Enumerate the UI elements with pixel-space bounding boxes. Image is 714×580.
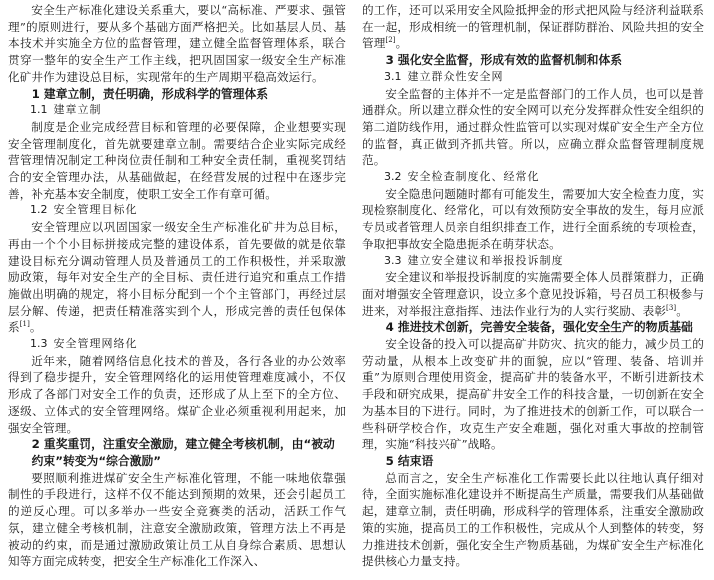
citation-ref: [3] xyxy=(666,303,677,312)
section-5-text: 总而言之，安全生产标准化工作需要长此以往地认真仔细对待，全面实施标准化建设并不断提高生产质量，需要我们从基础做起，建章立制，责任明确，形成科学的管理体系，注重安全激励政策的实施，提高员工的工作积极性，完成从个人到整体的转变，努力推进技术创新，强化安全生产物质基础，为煤矿安全生产标准化提供核心力量支持。 xyxy=(362,470,704,569)
paragraph-end: 。 xyxy=(395,36,408,51)
section-3-heading: 3 强化安全监督，形成有效的监督机制和体系 xyxy=(385,53,623,68)
subsection-number: 1.1 xyxy=(30,103,48,117)
subsection-title: 安全管理目标化 xyxy=(53,203,138,217)
subsection-title: 安全检查制度化、经常化 xyxy=(407,170,540,184)
right-column xyxy=(362,2,704,570)
paragraph-end: 。 xyxy=(29,320,42,335)
subsection-1-2-text xyxy=(8,219,346,336)
section-4-heading: 4 推进技术创新，完善安全装备，强化安全生产的物质基础 xyxy=(385,320,693,335)
section-2-text: 要照顺利推进煤矿安全生产标准化管理，不能一味地依靠强制性的手段进行，这样不仅不能达到预期的效果，还会引起员工的逆反心理。可以多举办一些安全竞赛类的活动，活跃工作气氛，建立健全考核机制，注意安全激励政策，管理方法上不再是被动的约束，而是通过激励政策让员工从自身综合素质、思想认知等方面完成转变，把安全生产标准化工作深入、 xyxy=(8,470,346,569)
subsection-title: 建章立制 xyxy=(53,103,102,117)
subsection-number: 1.3 xyxy=(30,337,48,351)
left-column xyxy=(8,2,346,570)
continued-paragraph xyxy=(362,2,704,52)
section-1-heading: 1 建章立制，责任明确，形成科学的管理体系 xyxy=(31,86,269,101)
subsection-1-3-text: 近年来，随着网络信息化技术的普及，各行各业的办公效率得到了稳步提升，安全管理网络化的运用使管理难度减小，不仅形成了各部门对安全工作的负责，还形成了从上至下的全方位、逐级、立体式的安全管理网络。煤矿企业必须重视利用起来，加强安全管理。 xyxy=(8,353,346,435)
section-2-heading: 2 重奖重罚，注重安全激励，建立健全考核机制，由“被动约束”转变为“综合激励” xyxy=(31,437,335,468)
citation-ref: [1] xyxy=(19,320,30,329)
subsection-3-2-heading xyxy=(362,169,704,186)
section-5-heading: 5 结束语 xyxy=(385,453,434,468)
subsection-1-1-heading xyxy=(8,102,346,119)
paragraph-end: 。 xyxy=(676,303,688,318)
paragraph-body: 安全建议和举报投诉制度的实施需要全体人员群策群力，正确面对增强安全管理意识，设立多个意见投诉箱，号召员工积极参与进来，对举报注意指挥、违法作业行为的人实行奖励、表彰 xyxy=(362,270,704,318)
subsection-title: 建立群众性安全网 xyxy=(407,69,504,83)
paragraph-body: 安全管理应以巩固国家一级安全生产标准化矿井为总目标，再由一个个小目标拼接成完整的建设体系，首先要做的就是依靠建设目标充分调动管理人员及普通员工的工作积极性，并采取激励政策，每年对安全生产的全目标、责任进行追究和重点工作措施做出明确的规定，将小目标分配到一个个主管部门，再经过层层分解、传递，把责任精准落实到个人，形成完善的责任包保体系 xyxy=(8,220,346,335)
subsection-number: 3.3 xyxy=(384,253,402,267)
subsection-number: 3.1 xyxy=(384,69,402,83)
subsection-title: 安全管理网络化 xyxy=(53,337,138,351)
intro-paragraph: 安全生产标准化建设关系重大，要以“高标准、严要求、强管理”的原则进行，要从多个基础方面严格把关。比如基层人员、基本技术并实施全方位的监督管理，建立健全监督管理体系，联合贯穿一整年的安全生产工作主线，把巩固国家一级安全生产标准化矿井作为建设总目标，实现常年的生产周期平稳高效运行。 xyxy=(8,3,346,84)
subsection-title: 建立安全建议和举报投诉制度 xyxy=(407,253,564,267)
subsection-number: 1.2 xyxy=(30,203,48,217)
citation-ref: [2] xyxy=(385,36,396,45)
subsection-1-1-text: 制度是企业完成经营目标和管理的必要保障，企业想要实现安全管理制度化，首先就要建章立制。需要结合企业实际完成经营管理情况制定工种岗位责任制和工种安全责任制，重视奖罚结合的安全管理办法，从基础做起，在经营发展的过程中在逐步完善，补充基本安全制度，使职工安全工作有章可循。 xyxy=(8,119,346,201)
subsection-1-2-heading xyxy=(8,202,346,219)
subsection-1-3-heading xyxy=(8,336,346,353)
section-4-text: 安全设备的投入可以提高矿井防灾、抗灾的能力，减少员工的劳动量，从根本上改变矿井的面貌，应以“管理、装备、培训并重”为原则合理使用资金，提高矿井的装备水平，不断引进新技术手段和研究成果，提高矿井安全工作的科技含量，一切创新在安全为基本目的下进行。同时，为了推进技术的创新工作，可以联合一些科研学校合作，攻克生产安全难题，强化对重大事故的控制管理，实施“科技兴矿”战略。 xyxy=(362,337,704,452)
subsection-3-2-text: 安全隐患问题随时都有可能发生，需要加大安全检查力度，实现检察制度化、经常化，可以有效预防安全事故的发生，每月应派专员或者管理人员亲自组织排查工作，进行全面系统的专项检查，争取把事故安全隐患扼杀在萌芽状态。 xyxy=(362,186,704,251)
subsection-number: 3.2 xyxy=(384,170,402,184)
subsection-3-3-heading xyxy=(362,253,704,270)
subsection-3-1-heading xyxy=(362,69,704,86)
subsection-3-3-text xyxy=(362,269,704,319)
subsection-3-1-text: 安全监督的主体并不一定是监督部门的工作人员，也可以是普通群众。所以建立群众性的安全网可以充分发挥群众性安全组织的第二道防线作用，通过群众性监管可以实现对煤矿安全生产全方位的监督，真正做到齐抓共管。所以，应确立群众监督管理制度规范。 xyxy=(362,86,704,168)
paragraph-body: 的工作，还可以采用安全风险抵押金的形式把风险与经济利益联系在一起，形成相统一的管理机制，保证群防群治、风险共担的安全管理 xyxy=(362,3,704,51)
